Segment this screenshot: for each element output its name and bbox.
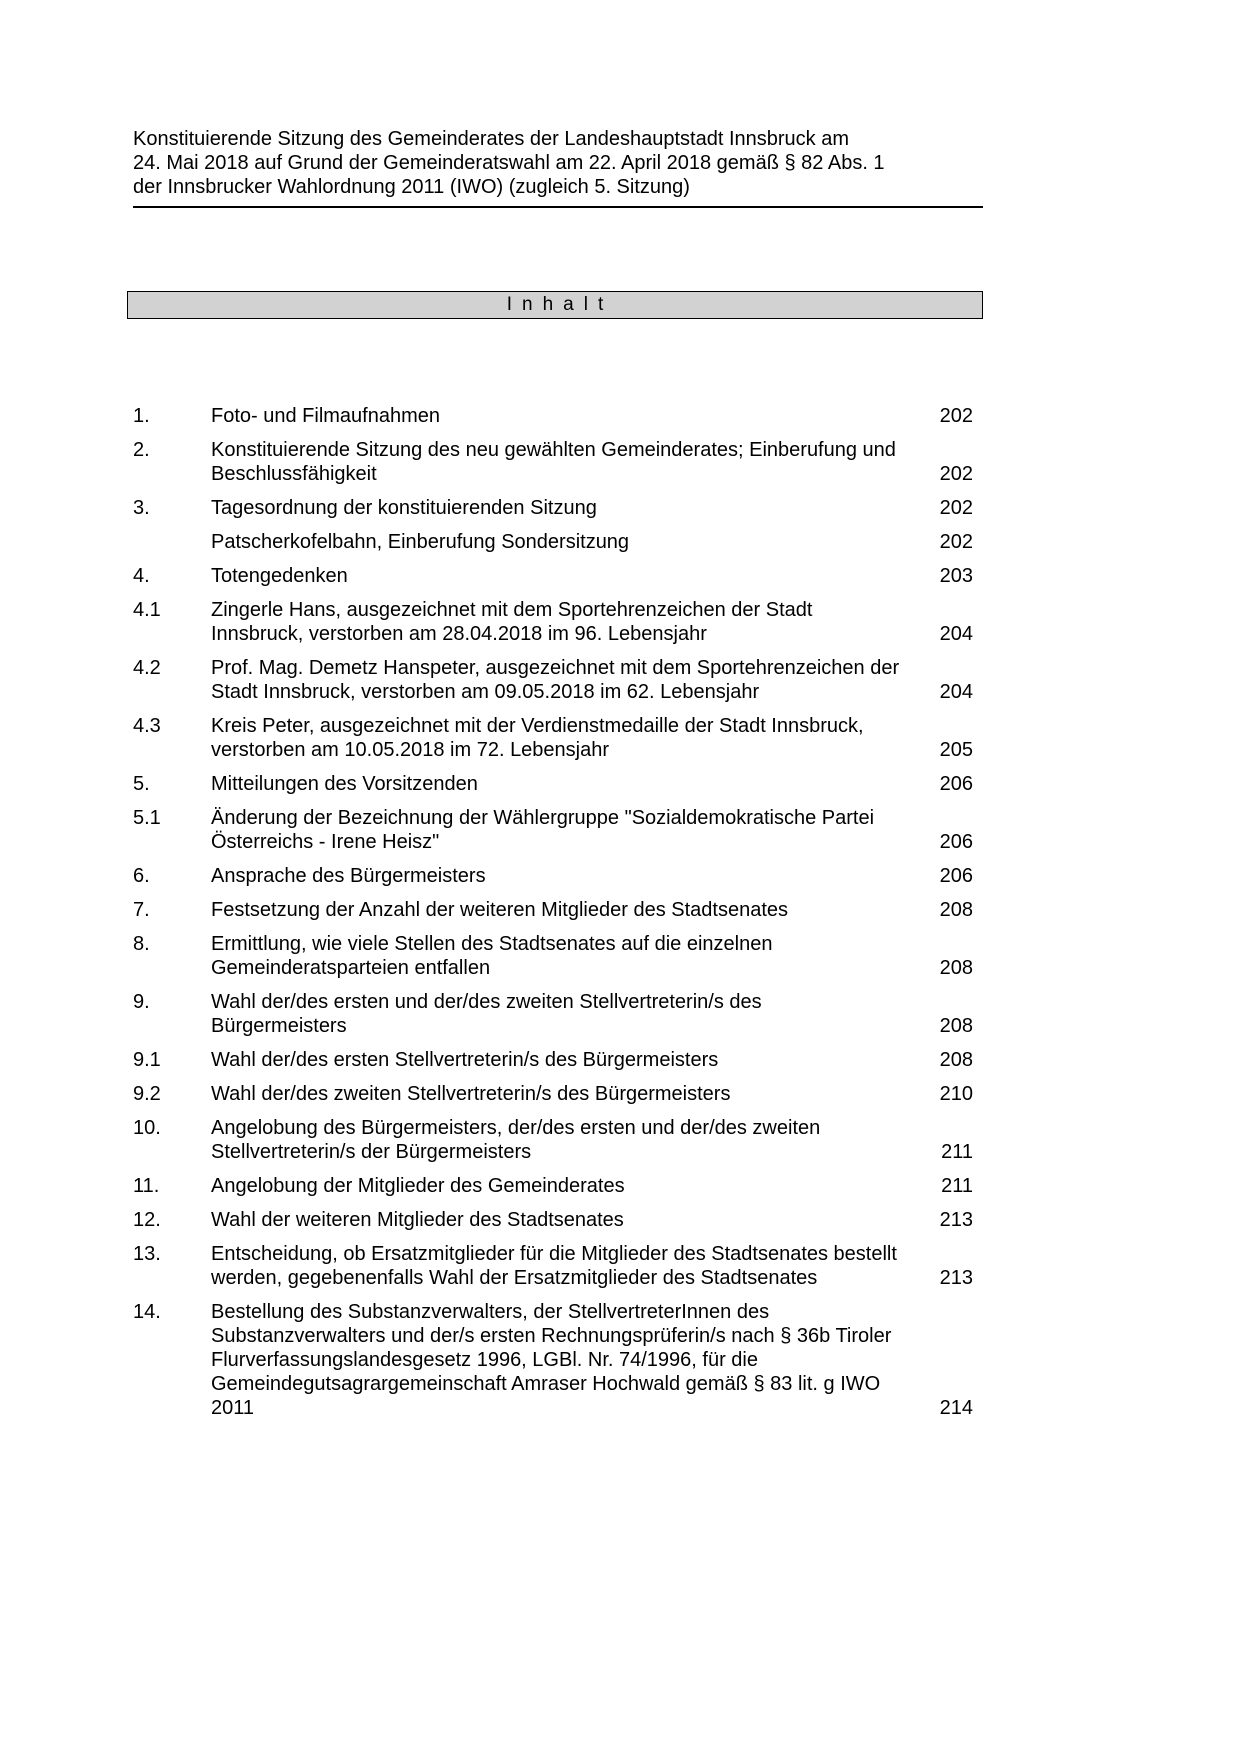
toc-entry xyxy=(133,772,973,796)
toc-entry xyxy=(133,1048,973,1072)
toc-entry xyxy=(133,714,973,762)
toc-entry xyxy=(133,898,973,922)
toc-entry-page: 202 xyxy=(939,531,973,553)
toc-entry-number: 5. xyxy=(133,773,150,795)
toc-entry xyxy=(133,598,973,646)
toc-entry xyxy=(133,1082,973,1106)
toc-entry-title: Festsetzung der Anzahl der weiteren Mitglieder des Stadtsenates xyxy=(211,899,788,921)
toc-entry xyxy=(133,530,973,554)
toc-entry-title: Foto- und Filmaufnahmen xyxy=(211,405,441,427)
header-divider xyxy=(133,206,983,208)
toc-entry-number: 11. xyxy=(133,1175,160,1197)
toc-entry-page: 213 xyxy=(939,1209,973,1231)
toc-entry-title: Tagesordnung der konstituierenden Sitzung xyxy=(211,497,597,519)
toc-entry xyxy=(133,864,973,888)
toc-entry-title: Mitteilungen des Vorsitzenden xyxy=(211,773,478,795)
header-line: Konstituierende Sitzung des Gemeinderates der Landeshauptstadt Innsbruck am xyxy=(133,128,849,150)
toc-entry-number: 4.3 xyxy=(133,715,161,737)
section-title: Inhalt xyxy=(506,294,614,315)
toc-entry-page: 208 xyxy=(939,899,973,921)
document-page xyxy=(133,0,973,1490)
toc-entry-title: Ansprache des Bürgermeisters xyxy=(211,865,486,887)
toc-entry xyxy=(133,806,973,854)
toc-entry xyxy=(133,564,973,588)
toc-entry-title: Totengedenken xyxy=(211,565,348,587)
toc-entry-title: Bestellung des Substanzverwalters, der StellvertreterInnen des Substanzverwalters und der/s ersten Rechnungsprüferin/s nach § 36b Tiroler Flurverfassungslandesgesetz 1996, LGBl. Nr. 74/1996, für die Gemeindegutsagrargemeinschaft Amraser Hochwald gemäß § 83 lit. g IWO 2011 xyxy=(211,1301,892,1419)
toc-entry xyxy=(133,990,973,1038)
toc-entry-number: 9. xyxy=(133,991,150,1013)
toc-entry-number: 4.2 xyxy=(133,657,161,679)
toc-entry-title: Konstituierende Sitzung des neu gewählten Gemeinderates; Einberufung und Beschlussfähigkeit xyxy=(211,439,896,485)
toc-entry-title: Prof. Mag. Demetz Hanspeter, ausgezeichnet mit dem Sportehrenzeichen der Stadt Innsbruck, verstorben am 09.05.2018 im 62. Lebensjahr xyxy=(211,657,900,703)
toc-entry xyxy=(133,932,973,980)
toc-entry-title: Zingerle Hans, ausgezeichnet mit dem Sportehrenzeichen der Stadt Innsbruck, verstorben am 28.04.2018 im 96. Lebensjahr xyxy=(211,599,813,645)
toc-entry-page: 206 xyxy=(939,831,973,853)
toc-entry-title: Kreis Peter, ausgezeichnet mit der Verdienstmedaille der Stadt Innsbruck, verstorben am 10.05.2018 im 72. Lebensjahr xyxy=(211,715,864,761)
document-header xyxy=(133,127,973,208)
toc-entry-page: 210 xyxy=(939,1083,973,1105)
header-line: der Innsbrucker Wahlordnung 2011 (IWO) (zugleich 5. Sitzung) xyxy=(133,176,690,198)
toc-entry xyxy=(133,438,973,486)
toc-entry-page: 202 xyxy=(939,405,973,427)
toc-entry-number: 2. xyxy=(133,439,150,461)
toc-entry-title: Entscheidung, ob Ersatzmitglieder für die Mitglieder des Stadtsenates bestellt werden, gegebenenfalls Wahl der Ersatzmitglieder des Stadtsenates xyxy=(211,1243,897,1289)
toc-entry-page: 213 xyxy=(939,1267,973,1289)
toc-entry-number: 5.1 xyxy=(133,807,161,829)
toc-entry-title: Angelobung des Bürgermeisters, der/des ersten und der/des zweiten Stellvertreterin/s der Bürgermeisters xyxy=(211,1117,821,1163)
toc-entry-page: 206 xyxy=(939,773,973,795)
toc-entry-title: Angelobung der Mitglieder des Gemeinderates xyxy=(211,1175,625,1197)
toc-entry-number: 13. xyxy=(133,1243,161,1265)
toc-entry-page: 211 xyxy=(941,1141,973,1163)
toc-entry-page: 208 xyxy=(939,1015,973,1037)
toc-entry-page: 204 xyxy=(939,623,973,645)
toc-entry xyxy=(133,1116,973,1164)
toc-entry-page: 202 xyxy=(939,463,973,485)
toc-entry-page: 208 xyxy=(939,1049,973,1071)
toc-list xyxy=(133,404,973,1490)
toc-entry-page: 205 xyxy=(939,739,973,761)
toc-entry xyxy=(133,404,973,428)
toc-entry-number: 14. xyxy=(133,1301,161,1323)
toc-entry xyxy=(133,1174,973,1198)
toc-entry-title: Wahl der/des ersten Stellvertreterin/s des Bürgermeisters xyxy=(211,1049,719,1071)
toc-entry-page: 208 xyxy=(939,957,973,979)
toc-entry-page: 211 xyxy=(941,1175,973,1197)
toc-entry-number: 3. xyxy=(133,497,150,519)
toc-entry-title: Wahl der/des ersten und der/des zweiten Stellvertreterin/s des Bürgermeisters xyxy=(211,991,762,1037)
toc-entry-title: Änderung der Bezeichnung der Wählergruppe "Sozialdemokratische Partei Österreichs - Irene Heisz" xyxy=(211,807,875,853)
toc-entry-number: 7. xyxy=(133,899,150,921)
toc-entry-number: 9.1 xyxy=(133,1049,161,1071)
toc-entry xyxy=(133,1208,973,1232)
toc-entry-page: 202 xyxy=(939,497,973,519)
toc-entry xyxy=(133,496,973,520)
toc-entry-title: Ermittlung, wie viele Stellen des Stadtsenates auf die einzelnen Gemeinderatsparteien entfallen xyxy=(211,933,773,979)
toc-entry-number: 10. xyxy=(133,1117,161,1139)
toc-entry-number: 8. xyxy=(133,933,150,955)
toc-entry xyxy=(133,1300,973,1420)
toc-entry-number: 4. xyxy=(133,565,150,587)
toc-entry-number: 1. xyxy=(133,405,150,427)
toc-entry-number: 12. xyxy=(133,1209,161,1231)
toc-entry-page: 214 xyxy=(939,1397,973,1419)
inhalt-title-box xyxy=(127,291,983,319)
toc-entry-title: Patscherkofelbahn, Einberufung Sondersitzung xyxy=(211,531,630,553)
header-line: 24. Mai 2018 auf Grund der Gemeinderatswahl am 22. April 2018 gemäß § 82 Abs. 1 xyxy=(133,152,885,174)
toc-entry-page: 206 xyxy=(939,865,973,887)
toc-entry xyxy=(133,1242,973,1290)
toc-entry-number: 4.1 xyxy=(133,599,161,621)
toc-entry xyxy=(133,656,973,704)
toc-entry-number: 6. xyxy=(133,865,150,887)
toc-entry-title: Wahl der/des zweiten Stellvertreterin/s des Bürgermeisters xyxy=(211,1083,731,1105)
toc-entry-number: 9.2 xyxy=(133,1083,161,1105)
toc-entry-page: 203 xyxy=(939,565,973,587)
toc-entry-title: Wahl der weiteren Mitglieder des Stadtsenates xyxy=(211,1209,624,1231)
toc-entry-page: 204 xyxy=(939,681,973,703)
